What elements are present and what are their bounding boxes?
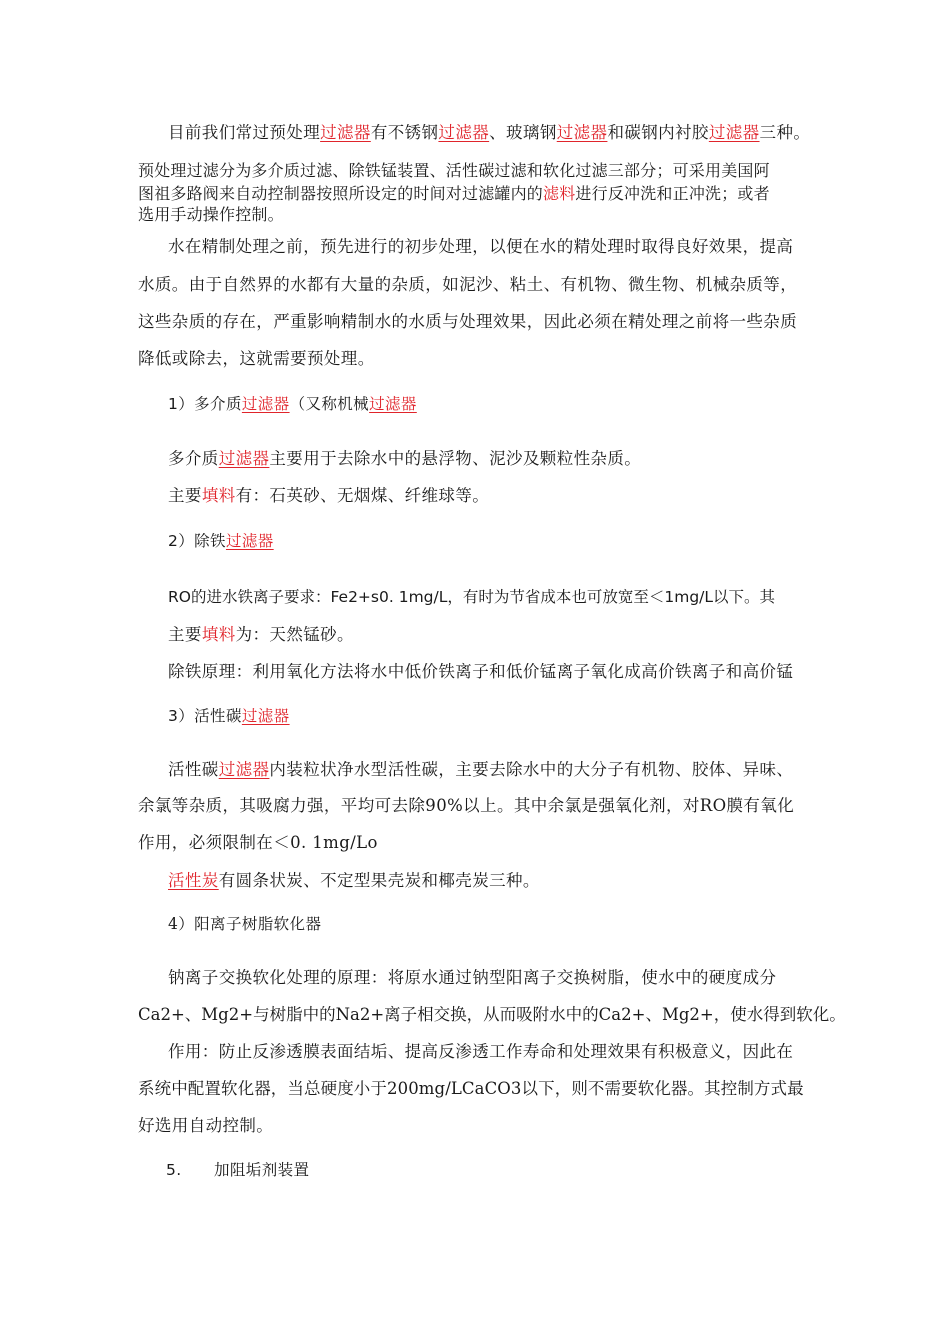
text: 有：石英砂、无烟煤、纤维球等。 — [235, 486, 490, 505]
water-paragraph-line-1: 水在精制处理之前，预先进行的初步处理，以便在水的精处理时取得良好效果，提高 — [168, 237, 794, 256]
section-3-carbon-types — [168, 870, 540, 892]
text: 3）活性碳 — [168, 707, 242, 725]
text: 进行反冲洗和正冲洗；或者 — [575, 184, 770, 203]
section-4-heading: 4）阳离子树脂软化器 — [168, 915, 322, 933]
text: 有圆条状炭、不定型果壳炭和椰壳炭三种。 — [218, 871, 540, 890]
text: 活性碳 — [168, 760, 219, 779]
section-2-principle: 除铁原理：利用氧化方法将水中低价铁离子和低价锰离子氧化成高价铁离子和高价锰 — [168, 662, 794, 681]
water-paragraph-line-2: 水质。由于自然界的水都有大量的杂质，如泥沙、粘土、有机物、微生物、机械杂质等， — [138, 275, 798, 294]
section-2-fillers — [168, 624, 354, 646]
keyword-link[interactable]: 过滤器 — [241, 395, 290, 413]
text: （又称机械 — [289, 395, 370, 413]
water-paragraph-line-4: 降低或除去，这就需要预处理。 — [138, 349, 375, 368]
section-1-fillers — [168, 485, 489, 507]
text: 内装粒状净水型活性碳，主要去除水中的大分子有机物、胶体、异味、 — [269, 760, 794, 779]
keyword-link[interactable]: 过滤器 — [320, 123, 371, 142]
section-4-paragraph-line-1: 钠离子交换软化处理的原理：将原水通过钠型阳离子交换树脂，使水中的硬度成分 — [168, 968, 777, 987]
section-3-paragraph-line-2: 余氯等杂质，其吸腐力强，平均可去除90%以上。其中余氯是强氧化剂，对RO膜有氧化 — [138, 796, 795, 815]
text: 为：天然锰砂。 — [235, 625, 354, 644]
keyword-link[interactable]: 过滤器 — [708, 123, 760, 142]
text: 主要 — [168, 625, 202, 644]
section-4-effect-line-2: 系统中配置软化器，当总硬度小于200mg/LCaCO3以下，则不需要软化器。其控制方式最 — [138, 1079, 804, 1098]
section-number: 5. — [166, 1161, 182, 1179]
text: 1）多介质 — [168, 395, 242, 413]
section-4-effect-line-1: 作用：防止反渗透膜表面结垢、提高反渗透工作寿命和处理效果有积极意义，因此在 — [168, 1042, 794, 1061]
keyword-link[interactable]: 过滤器 — [556, 123, 608, 142]
pretreatment-paragraph-line-2 — [138, 183, 770, 205]
text: 主要用于去除水中的悬浮物、泥沙及颗粒性杂质。 — [269, 449, 642, 468]
keyword-link[interactable]: 过滤器 — [218, 760, 270, 779]
text: 图祖多路阀来自动控制器按照所设定的时间对过滤罐内的 — [138, 184, 544, 203]
text: 多介质 — [168, 449, 219, 468]
keyword-link[interactable]: 滤料 — [543, 184, 576, 203]
section-3-paragraph-line-3: 作用，必须限制在＜0. 1mg/Lo — [138, 833, 378, 852]
section-1-paragraph — [168, 448, 641, 470]
keyword-link[interactable]: 活性炭 — [168, 871, 219, 890]
text: 有不锈钢 — [370, 123, 439, 142]
water-paragraph-line-3: 这些杂质的存在，严重影响精制水的水质与处理效果，因此必须在精处理之前将一些杂质 — [138, 312, 798, 331]
text: 2）除铁 — [168, 532, 226, 550]
section-2-heading — [168, 530, 274, 552]
keyword-link[interactable]: 过滤器 — [438, 123, 490, 142]
text: 三种。 — [759, 123, 811, 142]
keyword-link[interactable]: 填料 — [201, 486, 236, 505]
text: 、玻璃钢 — [489, 123, 557, 142]
keyword-link[interactable]: 过滤器 — [241, 707, 290, 725]
section-3-paragraph-line-1 — [168, 759, 793, 781]
section-1-heading — [168, 393, 417, 415]
section-4-effect-line-3: 好选用自动控制。 — [138, 1116, 274, 1135]
section-3-heading — [168, 705, 290, 727]
text: 加阻垢剂装置 — [214, 1161, 310, 1179]
pretreatment-paragraph-line-1: 预处理过滤分为多介质过滤、除铁锰装置、活性碳过滤和软化过滤三部分；可采用美国阿 — [138, 161, 770, 180]
keyword-link[interactable]: 过滤器 — [225, 532, 274, 550]
text: 和碳钢内衬胶 — [607, 123, 709, 142]
text: 目前我们常过预处理 — [168, 123, 321, 142]
keyword-link[interactable]: 填料 — [201, 625, 236, 644]
keyword-link[interactable]: 过滤器 — [369, 395, 417, 413]
intro-paragraph — [168, 122, 810, 144]
section-4-paragraph-line-2: Ca2+、Mg2+与树脂中的Na2+离子相交换，从而吸附水中的Ca2+、Mg2+，使水得到软化。 — [138, 1005, 846, 1024]
text: 主要 — [168, 486, 202, 505]
pretreatment-paragraph-line-3: 选用手动操作控制。 — [138, 205, 284, 224]
keyword-link[interactable]: 过滤器 — [218, 449, 270, 468]
section-2-paragraph-line-1: RO的进水铁离子要求：Fe2+s0. 1mg/L，有时为节省成本也可放宽至＜1mg/L以下。其 — [168, 588, 776, 606]
